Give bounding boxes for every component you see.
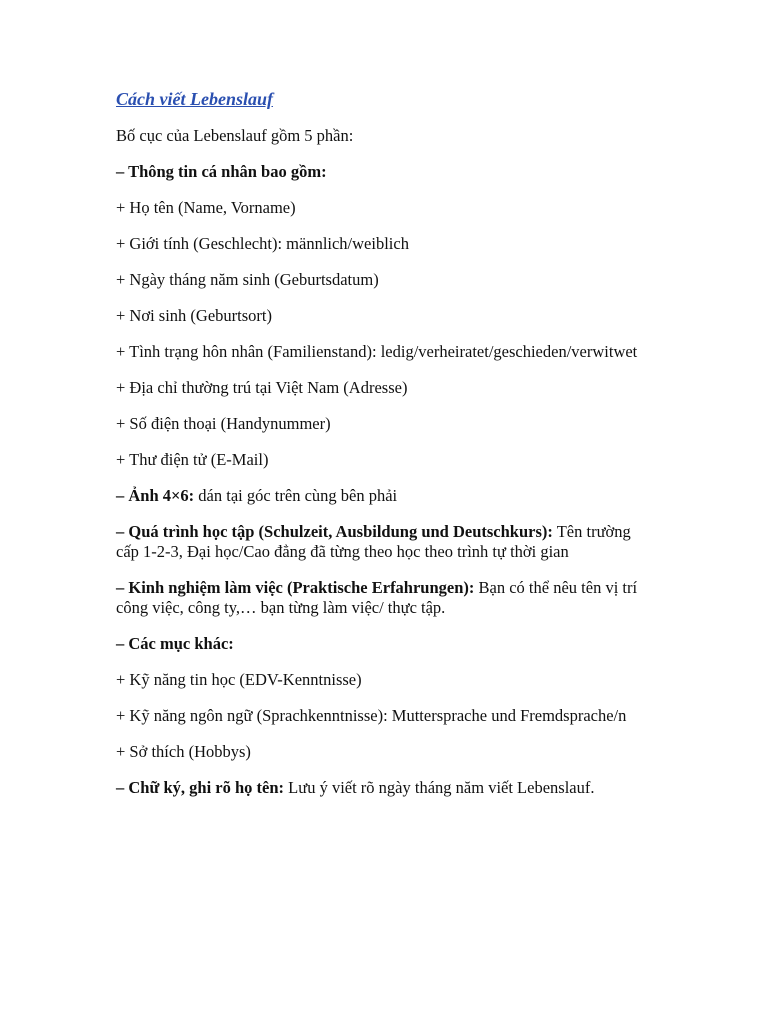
personal-item-birthplace: + Nơi sinh (Geburtsort) [116,306,272,325]
personal-item-address: + Địa chỉ thường trú tại Việt Nam (Adresse) [116,378,408,397]
education-label: – Quá trình học tập (Schulzeit, Ausbildung und Deutschkurs): [116,522,553,541]
photo-paragraph [116,486,656,506]
personal-item-birthdate: + Ngày tháng năm sinh (Geburtsdatum) [116,270,379,289]
personal-item-name: + Họ tên (Name, Vorname) [116,198,296,217]
education-text: Tên trường cấp 1-2-3, Đại học/Cao đẳng đã từng theo học theo trình tự thời gian [116,522,631,561]
personal-item-marital-status: + Tình trạng hôn nhân (Familienstand): ledig/verheiratet/geschieden/verwitwet [116,342,638,361]
experience-text: Bạn có thể nêu tên vị trí công việc, công ty,… bạn từng làm việc/ thực tập. [116,578,638,617]
personal-item-phone: + Số điện thoại (Handynummer) [116,414,331,433]
other-item-hobbies: + Sở thích (Hobbys) [116,742,251,761]
intro-paragraph: Bố cục của Lebenslauf gồm 5 phần: [116,126,354,145]
signature-text: Lưu ý viết rõ ngày tháng năm viết Lebenslauf. [284,778,595,797]
education-paragraph [116,522,656,562]
document-title[interactable]: Cách viết Lebenslauf [116,89,273,109]
other-heading: – Các mục khác: [116,634,234,653]
other-item-computer-skills: + Kỹ năng tin học (EDV-Kenntnisse) [116,670,362,689]
photo-text: dán tại góc trên cùng bên phải [194,486,398,505]
photo-label: – Ảnh 4×6: [116,486,195,505]
experience-paragraph [116,578,656,618]
other-item-language-skills: + Kỹ năng ngôn ngữ (Sprachkenntnisse): Muttersprache und Fremdsprache/n [116,706,627,725]
document-body [116,88,656,814]
personal-info-heading: – Thông tin cá nhân bao gồm: [116,162,327,181]
experience-label: – Kinh nghiệm làm việc (Praktische Erfahrungen): [116,578,475,597]
signature-paragraph [116,778,656,798]
signature-label: – Chữ ký, ghi rõ họ tên: [116,778,285,797]
personal-item-gender: + Giới tính (Geschlecht): männlich/weiblich [116,234,409,253]
personal-item-email: + Thư điện tử (E-Mail) [116,450,269,469]
